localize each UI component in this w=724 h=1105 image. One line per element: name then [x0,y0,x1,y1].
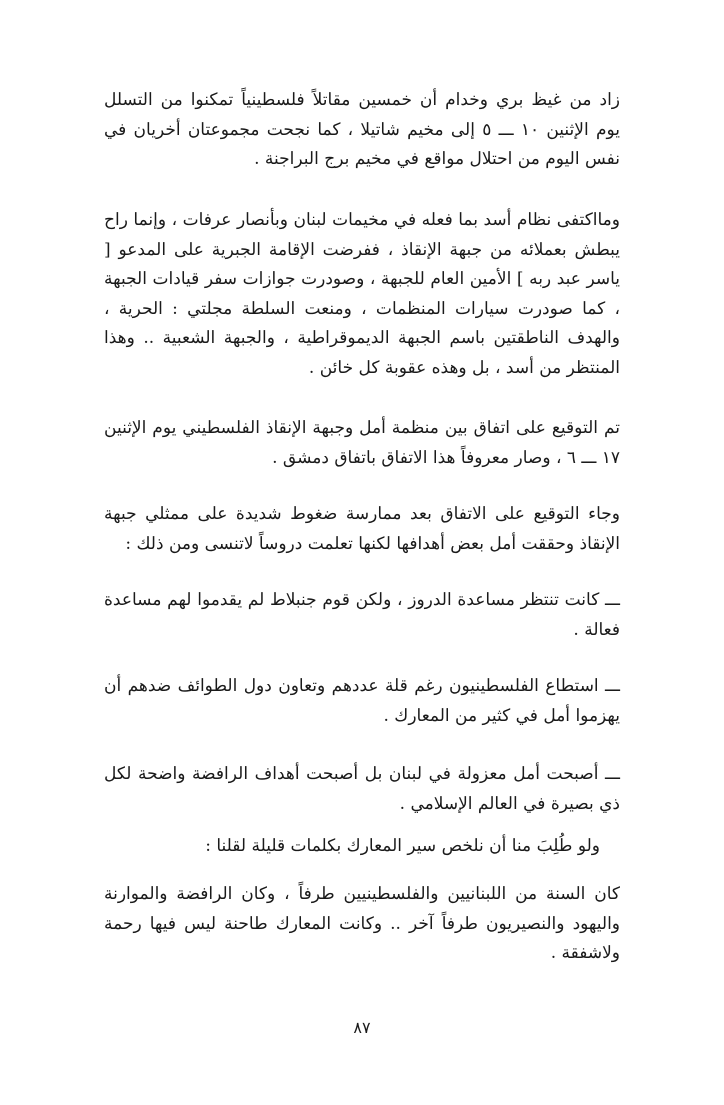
list-item-amal-isolated: ـــ أصبحت أمل معزولة في لبنان بل أصبحت أهداف الرافضة واضحة لكل ذي بصيرة في العالم الإسلامي . [104,764,620,814]
paragraph-damascus-agreement: تم التوقيع على اتفاق بين منظمة أمل وجبهة الإنقاذ الفلسطيني يوم الإثنين ١٧ ـــ ٦ ، وصار معروفاً هذا الاتفاق باتفاق دمشق . [104,418,620,468]
paragraph-summary-intro: ولو طُلِبَ منا أن نلخص سير المعارك بكلمات قليلة لقلنا : [205,836,600,856]
page-number: ٨٧ [353,1018,371,1037]
paragraph-salvation-front-crackdown: ومااكتفى نظام أسد بما فعله في مخيمات لبنان وبأنصار عرفات ، وإنما راح يبطش بعملائه من جبهة الإنقاذ ، ففرضت الإقامة الجبرية على المدعو [ ياسر عبد ربه ] الأمين العام للجبهة ، وصودرت جوازات سفر قيادات الجبهة ، كما صودرت سيارات المنظمات ، ومنعت السلطة مجلتي : الحرية ، والهدف الناطقتين باسم الجبهة الديموقراطية ، والجبهة الشعبية .. وهذا المنتظر من أسد ، بل وهذه عقوبة كل خائن . [104,210,620,378]
paragraph-summary-sides: كان السنة من اللبنانيين والفلسطينيين طرفاً ، وكان الرافضة والموارنة واليهود والنصيريون طرفاً آخر .. وكانت المعارك طاحنة ليس فيها رحمة ولاشفقة . [104,884,620,963]
list-item-druze-help: ـــ كانت تنتظر مساعدة الدروز ، ولكن قوم جنبلاط لم يقدموا لهم مساعدة فعالة . [104,590,620,640]
paragraph-infiltration-shatila: زاد من غيظ بري وخدام أن خمسين مقاتلاً فلسطينياً تمكنوا من التسلل يوم الإثنين ١٠ ـــ ٥ إلى مخيم شاتيلا ، كما نجحت مجموعتان أخريان في نفس اليوم من احتلال مواقع في مخيم برج البراجنة . [104,90,620,169]
paragraph-agreement-lessons-intro: وجاء التوقيع على الاتفاق بعد ممارسة ضغوط شديدة على ممثلي جبهة الإنقاذ وحققت أمل بعض أهدافها لكنها تعلمت دروساً لاتنسى ومن ذلك : [104,504,620,554]
list-item-palestinians-victory: ـــ استطاع الفلسطينيون رغم قلة عددهم وتعاون دول الطوائف ضدهم أن يهزموا أمل في كثير من المعارك . [104,676,620,726]
